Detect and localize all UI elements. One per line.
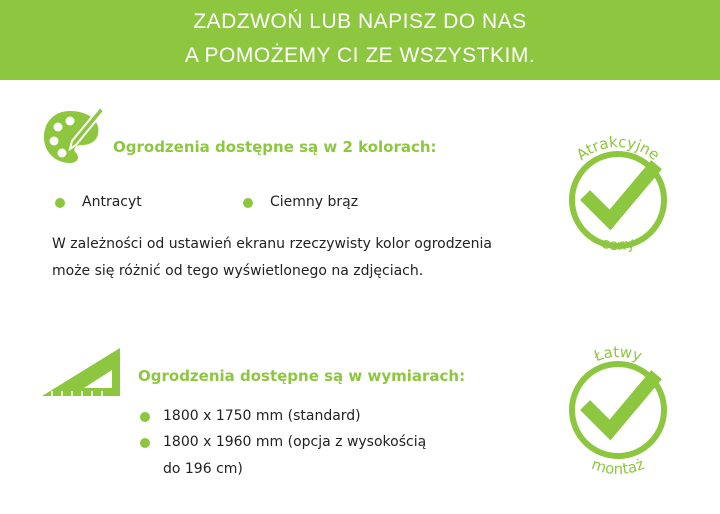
color-ciemny-braz: Ciemny brąz <box>270 194 359 210</box>
color-note-line-1: W zależności od ustawień ekranu rzeczywisty kolor ogrodzenia <box>52 236 492 252</box>
badge1-bottom-label: ceny <box>599 233 637 255</box>
svg-text:ceny <box>599 233 636 254</box>
svg-text:Atrakcyjne <box>573 133 663 164</box>
colors-title: Ogrodzenia dostępne są w 2 kolorach: <box>113 138 437 156</box>
badge2-bottom-label: montaż <box>589 454 647 479</box>
bullet <box>140 412 150 422</box>
check-badge-icon <box>548 330 688 500</box>
banner-line-2: A POMOŻEMY CI ZE WSZYSTKIM. <box>184 44 536 67</box>
dimension-item-1: 1800 x 1750 mm (standard) <box>163 408 361 424</box>
badge2-top-label: Łatwy <box>591 342 645 366</box>
dimension-item-2-line-1: 1800 x 1960 mm (opcja z wysokością <box>163 434 427 450</box>
palette-icon <box>40 105 102 167</box>
badge1-top-label: Atrakcyjne <box>572 132 664 164</box>
color-antracyt: Antracyt <box>82 194 142 210</box>
color-note-line-2: może się różnić od tego wyświetlonego na zdjęciach. <box>52 263 424 279</box>
top-banner <box>0 0 720 80</box>
check-badge-icon <box>548 120 688 290</box>
dimensions-title: Ogrodzenia dostępne są w wymiarach: <box>138 367 466 385</box>
bullet <box>140 438 150 448</box>
bullet <box>243 198 253 208</box>
set-square-icon <box>40 348 122 398</box>
banner-line-1: ZADZWOŃ LUB NAPISZ DO NAS <box>193 10 527 33</box>
dimension-item-2-line-2: do 196 cm) <box>163 461 243 477</box>
bullet <box>55 198 65 208</box>
